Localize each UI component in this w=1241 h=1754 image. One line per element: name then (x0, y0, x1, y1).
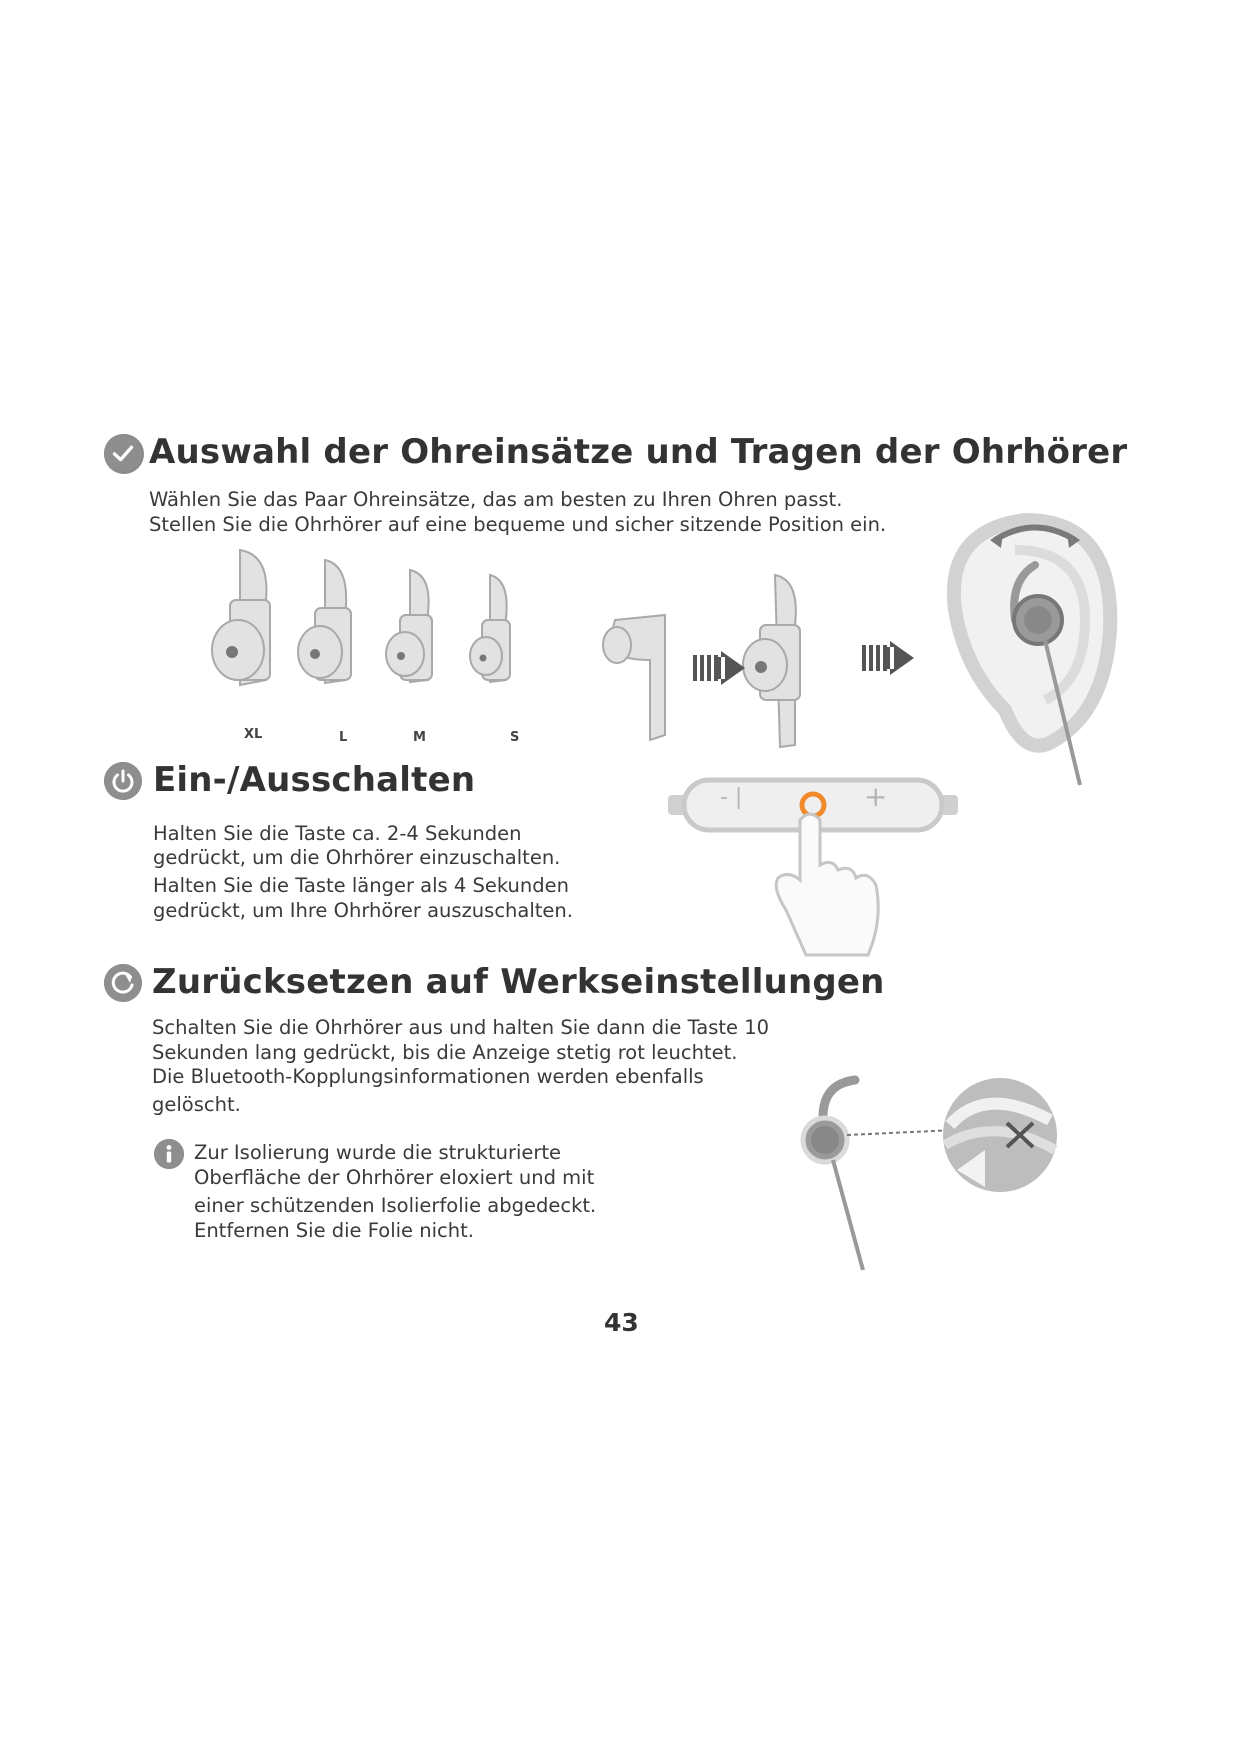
check-circle-icon (104, 434, 144, 474)
size-label-xl: XL (244, 727, 263, 742)
section2-line-4: gedrückt, um Ihre Ohrhörer auszuschalten. (153, 899, 573, 922)
note-line-1: Zur Isolierung wurde die strukturierte (194, 1141, 562, 1164)
section3-line-1: Schalten Sie die Ohrhörer aus und halten Sie dann die Taste 10 (152, 1016, 770, 1039)
section2-title: Ein-/Ausschalten (153, 760, 476, 800)
ear-wearing-illustration (935, 510, 1125, 800)
power-icon (104, 762, 142, 800)
info-icon (154, 1139, 184, 1169)
remote-plus-label: + (864, 780, 888, 813)
section2-line-1: Halten Sie die Taste ca. 2-4 Sekunden (153, 822, 522, 845)
page-number: 43 (604, 1308, 639, 1337)
section1-title: Auswahl der Ohreinsätze und Tragen der Ohrhörer (149, 432, 1128, 472)
remote-minus-label: - | (720, 785, 743, 810)
note-line-3: einer schützenden Isolierfolie abgedeckt. (194, 1194, 597, 1217)
section1-line-1: Wählen Sie das Paar Ohreinsätze, das am besten zu Ihren Ohren passt. (149, 488, 843, 511)
section1-line-2: Stellen Sie die Ohrhörer auf eine bequeme und sicher sitzende Position ein. (149, 513, 887, 536)
size-label-l: L (339, 730, 348, 745)
section3-line-4: gelöscht. (152, 1093, 241, 1116)
reset-icon (104, 964, 142, 1002)
size-label-s: S (510, 730, 520, 745)
section3-line-2: Sekunden lang gedrückt, bis die Anzeige stetig rot leuchtet. (152, 1041, 738, 1064)
note-line-4: Entfernen Sie die Folie nicht. (194, 1219, 474, 1242)
section3-line-3: Die Bluetooth-Kopplungsinformationen werden ebenfalls (152, 1065, 704, 1088)
fitting-steps-illustration (595, 565, 935, 755)
section2-line-3: Halten Sie die Taste länger als 4 Sekunden (153, 874, 570, 897)
section3-title: Zurücksetzen auf Werkseinstellungen (152, 962, 885, 1002)
section2-line-2: gedrückt, um die Ohrhörer einzuschalten. (153, 846, 561, 869)
eartip-sizes-illustration (200, 540, 570, 720)
remote-press-illustration (668, 760, 968, 980)
size-label-m: M (413, 730, 426, 745)
earbud-foil-illustration (785, 1075, 1075, 1275)
note-line-2: Oberfläche der Ohrhörer eloxiert und mit (194, 1166, 595, 1189)
